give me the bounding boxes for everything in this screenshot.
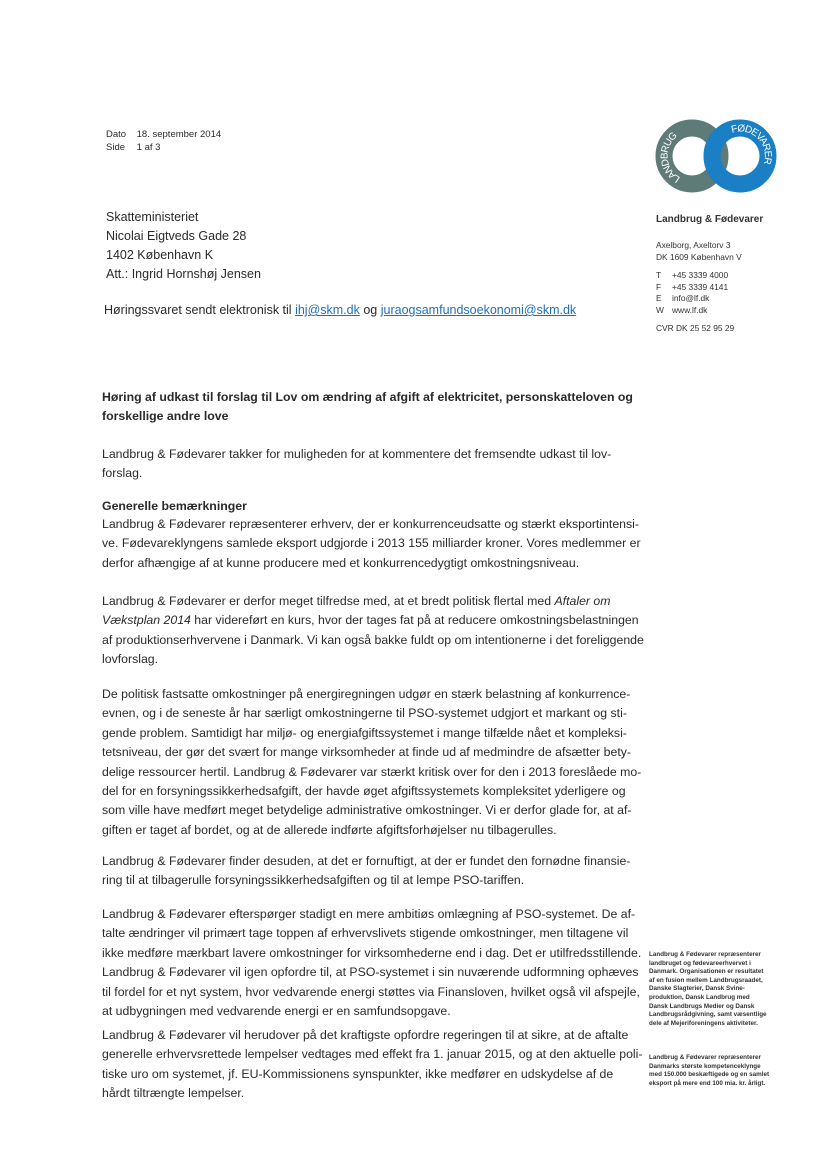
paragraph-line: tiske uro om systemet, jf. EU-Kommissionens synspunkter, ikke medfører en udskydelse af de (102, 1066, 614, 1081)
paragraph (102, 445, 611, 484)
paragraph (102, 685, 641, 840)
paragraph-line: forslag. (102, 466, 143, 481)
paragraph-line: hårdt tiltrængte lempelser. (102, 1086, 245, 1101)
paragraph-line: evnen, og i de seneste år har særligt omkostningerne til PSO-systemet udgjort et markant og sti- (102, 706, 627, 721)
recipient-line: 1402 København K (106, 248, 214, 262)
side-note (649, 1054, 769, 1088)
svg-text:FØDEVARER (730, 123, 773, 165)
recipient-address (106, 208, 261, 284)
italic-phrase: Vækstplan 2014 (102, 613, 191, 628)
cvr-number: CVR DK 25 52 95 29 (656, 323, 735, 333)
paragraph-line: ikke medføre mærkbart lavere omkostninger for virksomhederne end i dag. Det er utilfredsstillende. (102, 945, 642, 960)
paragraph-line: ve. Fødevareklyngens samlede eksport udgjorde i 2013 155 milliarder kroner. Vores medlemmer er (102, 536, 641, 551)
sender-contact (656, 240, 742, 335)
sent-prefix: Høringssvaret sendt elektronisk til (104, 303, 292, 317)
side-note-line: Danske Slagterier, Dansk Svine- (649, 985, 745, 993)
side-note-line: Danmarks største kompetenceklynge (649, 1062, 761, 1070)
sent-middle: og (363, 303, 378, 317)
side-note-line: Landbrug & Fødevarer repræsenterer (649, 1054, 761, 1061)
document-meta (106, 128, 221, 154)
side-note-line: med 150.000 beskæftigede og en samlet (649, 1071, 770, 1079)
side-note-line: Landbrug & Fødevarer repræsenterer (649, 951, 761, 958)
paragraph-line: som ville have medført meget betydelige administrative omkostninger. Vi er derfor glade for, at af- (102, 803, 632, 818)
paragraph (102, 515, 641, 573)
paragraph-line: Landbrug & Fødevarer vil herudover på det kraftigste opfordre regeringen til at sikre, at de aftalte (102, 1028, 629, 1042)
side-note-line: Danmark. Organisationen er resultatet (649, 968, 764, 976)
paragraph (102, 905, 641, 1021)
date-value: 18. september 2014 (136, 129, 222, 140)
landbrug-fodevarer-logo (652, 118, 782, 198)
paragraph-line: del for en forsyningssikkerhedsafgift, der havde øget afgiftssystemets kompleksitet yderligere og (102, 784, 626, 799)
side-note-line: landbruget og fødevareerhvervet i (649, 959, 751, 967)
recipient-line: Nicolai Eigtveds Gade 28 (106, 229, 247, 243)
fax-value: +45 3339 4141 (672, 281, 729, 292)
paragraph-line: delige ressourcer hertil. Landbrug & Fødevarer var stærkt kritisk over for den i 2013 foreslåede mo- (102, 764, 642, 779)
email-link-2[interactable]: juraogsamfundsoekonomi@skm.dk (380, 303, 577, 317)
paragraph-line: generelle erhvervsrettede lempelser vedtages med effekt fra 1. januar 2015, og at den aktuelle poli- (102, 1047, 643, 1062)
side-note (649, 951, 767, 1028)
side-note-line: produktion, Dansk Landbrug med (649, 993, 750, 1001)
recipient-line: Skatteministeriet (106, 210, 199, 224)
phone-label: T (656, 270, 662, 280)
paragraph-line: Landbrug & Fødevarer takker for muligheden for at kommentere det fremsendte udkast til lov- (102, 447, 612, 461)
sender-address-line: DK 1609 København V (656, 251, 742, 262)
paragraph-line: talte ændringer vil primært tage toppen af erhvervslivets stigende omkostninger, men tiltagene vil (102, 926, 629, 941)
date-label: Dato (106, 129, 127, 140)
paragraph-line: ring til at tilbagerulle forsyningssikkerhedsafgiften og til at lempe PSO-tariffen. (102, 873, 525, 888)
side-note-line: eksport på mere end 100 mia. kr. årligt. (649, 1079, 766, 1087)
paragraph-line: har videreført en kurs, hvor der tages fat på at reducere omkostningsbelastningen (194, 613, 639, 628)
paragraph-line: Landbrug & Fødevarer er derfor meget tilfredse med, at et bredt politisk flertal med (102, 594, 555, 608)
paragraph-line: til fordel for et nyt system, hvor vedvarende energi støttes via Finansloven, hvilket også vil afspejle, (102, 984, 640, 999)
paragraph-line: Landbrug & Fødevarer finder desuden, at det er fornuftigt, at der er fundet den fornødne finansie- (102, 854, 631, 868)
logo-text-right: FØDEVARER (730, 123, 774, 166)
recipient-line: Att.: Ingrid Hornshøj Jensen (106, 267, 261, 281)
paragraph-line: at udbygningen med vedvarende energi er en samfundsopgave. (102, 1004, 451, 1019)
title-line: forskellige andre love (102, 409, 229, 424)
phone-value: +45 3339 4000 (672, 270, 729, 280)
logo-text-left: LANDBRUG (659, 130, 683, 185)
italic-phrase: Aftaler om (554, 594, 611, 608)
email-value[interactable]: info@lf.dk (672, 293, 710, 303)
paragraph-line: gende problem. Samtidigt har miljø- og energiafgiftssystemet i mange tilfælde nået et kompleksi- (102, 725, 627, 740)
paragraph-line: Landbrug & Fødevarer vil igen opfordre til, at PSO-systemet i sin nuværende udformning ophæves (102, 965, 639, 980)
fax-label: F (656, 281, 662, 292)
side-note-line: dele af Mejeriforeningens aktiviteter. (649, 1019, 758, 1027)
paragraph-line: af produktionserhvervene i Danmark. Vi kan også bakke fuldt op om intentionerne i det foreliggende (102, 632, 644, 647)
sent-notice (104, 303, 576, 317)
web-label: W (656, 304, 664, 315)
sender-name: Landbrug & Fødevarer (656, 214, 764, 225)
paragraph (102, 592, 644, 670)
sender-address-line: Axelborg, Axeltorv 3 (656, 240, 731, 250)
paragraph (102, 852, 630, 891)
paragraph-line: tetsniveau, der gør det svært for mange virksomheder at finde ud af medmindre de afsætter bety- (102, 745, 632, 760)
paragraph-line: lovforslag. (102, 652, 159, 667)
section-heading: Generelle bemærkninger (102, 499, 247, 513)
side-note-line: Landbrugsrådgivning, samt væsentlige (649, 1011, 767, 1019)
web-value[interactable]: www.lf.dk (672, 304, 708, 315)
paragraph-line: giften er taget af bordet, og at de allerede indførte afgiftsforhøjelser nu tilbagerulles. (102, 822, 557, 837)
paragraph-line: Landbrug & Fødevarer repræsenterer erhverv, der er konkurrenceudsatte og stærkt eksportintensi- (102, 517, 639, 531)
paragraph-line: De politisk fastsatte omkostninger på energiregningen udgør en stærk belastning af konkurrence- (102, 687, 631, 701)
letter-title (102, 388, 633, 427)
paragraph-line: derfor afhængige af at kunne producere med et konkurrencedygtigt omkostningsniveau. (102, 555, 580, 570)
paragraph (102, 1026, 642, 1104)
email-label: E (656, 293, 662, 303)
side-note-line: Dansk Landbrugs Medier og Dansk (649, 1002, 755, 1010)
paragraph-line: Landbrug & Fødevarer efterspørger stadigt en mere ambitiøs omlægning af PSO-systemet. De af- (102, 907, 636, 921)
title-line: Høring af udkast til forslag til Lov om ændring af afgift af elektricitet, personskatteloven og (102, 390, 633, 404)
email-link-1[interactable]: ihj@skm.dk (295, 303, 360, 317)
page-label: Side (106, 142, 126, 153)
side-note-line: af en fusion mellem Landbrugsraadet, (649, 976, 763, 984)
page-value: 1 af 3 (136, 142, 161, 153)
